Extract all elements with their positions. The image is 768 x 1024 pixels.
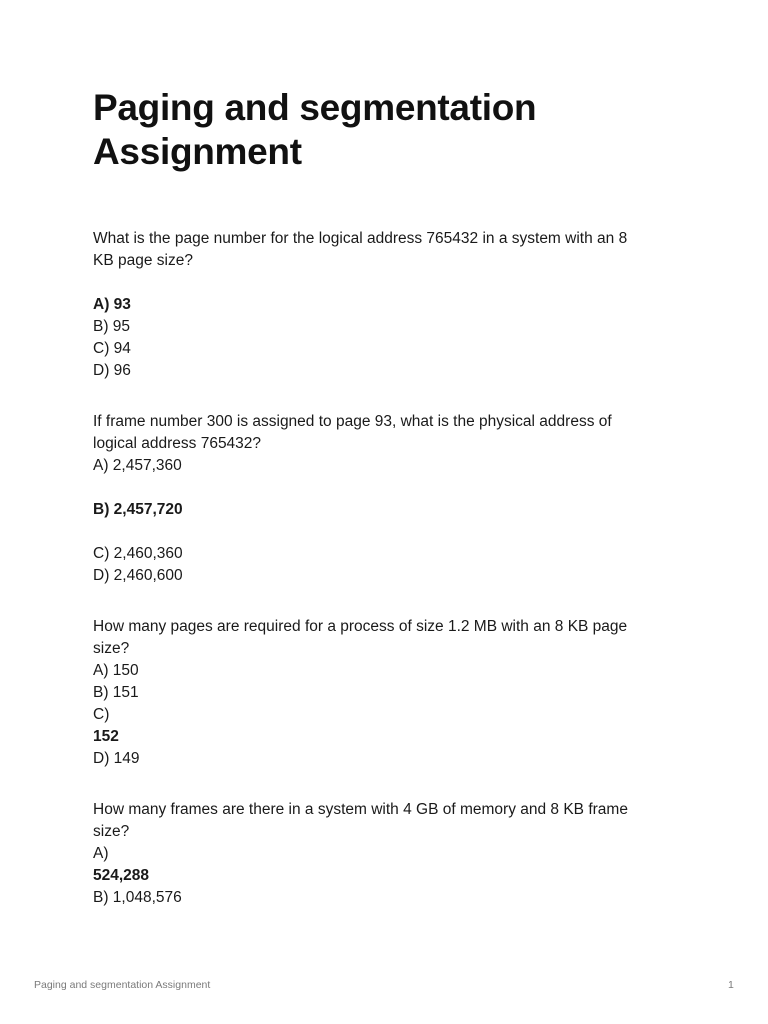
footer-document-title: Paging and segmentation Assignment	[34, 979, 211, 991]
question-4-option-a-answer: 524,288	[93, 867, 150, 884]
spacer	[93, 792, 683, 799]
question-4-prompt-line-1: How many frames are there in a system with 4 GB of memory and 8 KB frame	[93, 801, 628, 818]
question-1	[93, 228, 683, 382]
page-title-line-1: Paging and segmentation	[93, 87, 537, 128]
question-3-prompt-line-1: How many pages are required for a process of size 1.2 MB with an 8 KB page	[93, 618, 628, 635]
question-2-option-a: A) 2,457,360	[93, 457, 182, 474]
question-1-option-a-answer: A) 93	[93, 296, 131, 313]
question-1-option-c: C) 94	[93, 340, 131, 357]
question-3-option-c-label: C)	[93, 706, 110, 723]
question-4-option-b: B) 1,048,576	[93, 889, 182, 906]
question-1-option-d: D) 96	[93, 362, 131, 379]
question-2-prompt-line-2: logical address 765432?	[93, 435, 262, 452]
question-1-prompt-line-2: KB page size?	[93, 252, 193, 269]
question-4	[93, 792, 683, 909]
question-2-prompt-line-1: If frame number 300 is assigned to page 93, what is the physical address of	[93, 413, 612, 430]
question-2-option-c: C) 2,460,360	[93, 545, 183, 562]
question-4-option-a-label: A)	[93, 845, 109, 862]
question-2	[93, 404, 683, 587]
question-2-option-d: D) 2,460,600	[93, 567, 183, 584]
footer-page-number: 1	[728, 979, 734, 991]
spacer	[93, 272, 683, 294]
question-4-prompt-line-2: size?	[93, 823, 130, 840]
question-3-option-a: A) 150	[93, 662, 139, 679]
page-title	[93, 86, 683, 174]
spacer	[93, 477, 683, 499]
spacer	[93, 404, 683, 411]
document-content	[93, 86, 683, 931]
question-2-option-b-answer: B) 2,457,720	[93, 501, 183, 518]
spacer	[93, 609, 683, 616]
question-3-option-d: D) 149	[93, 750, 140, 767]
page-title-line-2: Assignment	[93, 131, 302, 172]
question-1-prompt-line-1: What is the page number for the logical address 765432 in a system with an 8	[93, 230, 628, 247]
question-3-prompt-line-2: size?	[93, 640, 130, 657]
question-3-option-c-answer: 152	[93, 728, 119, 745]
question-3	[93, 609, 683, 770]
question-3-option-b: B) 151	[93, 684, 139, 701]
question-1-option-b: B) 95	[93, 318, 131, 335]
spacer	[93, 521, 683, 543]
